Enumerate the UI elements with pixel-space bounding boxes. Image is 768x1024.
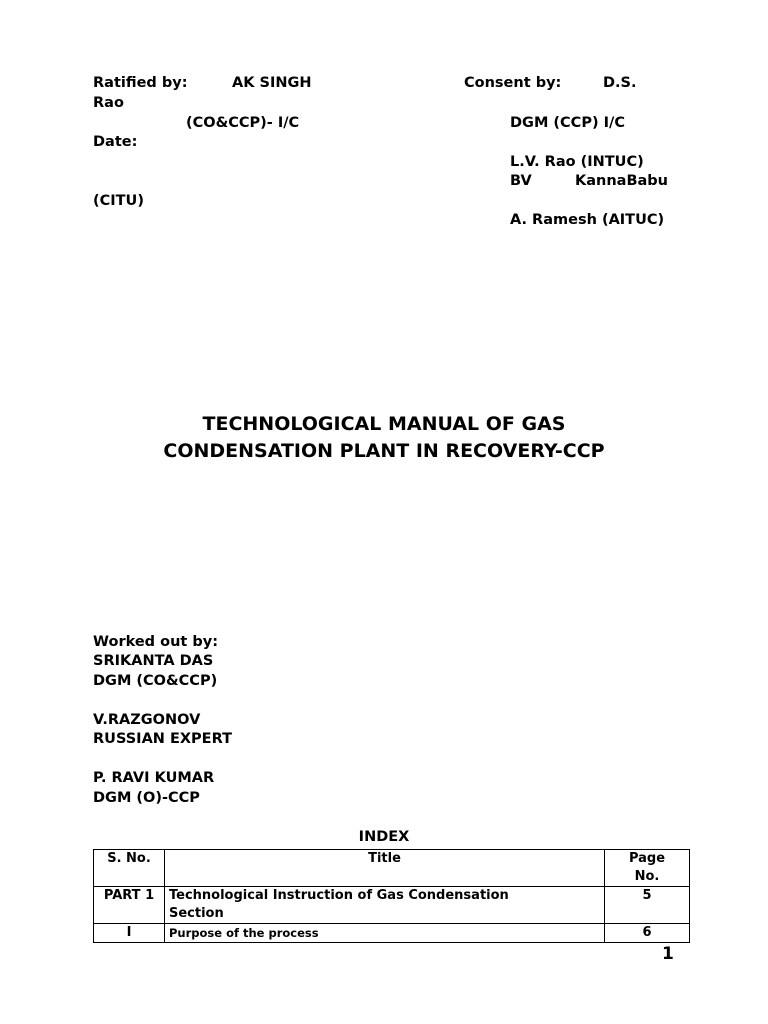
author-name-1: SRIKANTA DAS — [93, 653, 214, 669]
author-name-2: V.RAZGONOV — [93, 712, 201, 728]
header-title: Title — [165, 850, 605, 887]
union-citu-prefix: BV — [510, 173, 532, 189]
row-page: 5 — [605, 887, 690, 924]
row-title — [165, 887, 605, 924]
ratified-label: Ratified by: — [93, 75, 188, 91]
ratified-name: AK SINGH — [232, 75, 312, 91]
row-sno: PART 1 — [94, 887, 165, 924]
union-aituc: A. Ramesh (AITUC) — [510, 212, 665, 228]
header-page-line-2: No. — [634, 869, 660, 884]
union-citu-name: KannaBabu — [575, 173, 668, 189]
row-sno: I — [94, 924, 165, 943]
consent-label: Consent by: — [464, 75, 562, 91]
document-title-line-1: TECHNOLOGICAL MANUAL OF GAS — [202, 413, 566, 435]
consent-designation: DGM (CCP) I/C — [510, 115, 625, 131]
author-designation-3: DGM (O)-CCP — [93, 790, 200, 806]
table-row — [94, 887, 690, 924]
table-row — [94, 924, 690, 943]
index-heading: INDEX — [358, 829, 410, 845]
row-title: Purpose of the process — [165, 924, 605, 943]
author-designation-2: RUSSIAN EXPERT — [93, 731, 232, 747]
union-citu-wrap: (CITU) — [93, 193, 144, 209]
row-page: 6 — [605, 924, 690, 943]
index-table — [93, 849, 690, 943]
row-title-line-2: Section — [169, 906, 224, 921]
ratified-designation: (CO&CCP)- I/C — [186, 115, 300, 131]
author-designation-1: DGM (CO&CCP) — [93, 673, 218, 689]
author-name-3: P. RAVI KUMAR — [93, 770, 215, 786]
row-title-line-1: Technological Instruction of Gas Condensation — [169, 888, 509, 903]
consent-name: D.S. — [603, 75, 637, 91]
header-sno: S. No. — [94, 850, 165, 887]
header-page-line-1: Page — [628, 851, 666, 866]
date-label: Date: — [93, 134, 138, 150]
union-intuc: L.V. Rao (INTUC) — [510, 154, 644, 170]
document-title-line-2: CONDENSATION PLANT IN RECOVERY-CCP — [163, 440, 605, 462]
worked-out-label: Worked out by: — [93, 634, 218, 650]
page-number: 1 — [662, 944, 674, 964]
ratified-name-wrap: Rao — [93, 95, 124, 111]
index-header-row — [94, 850, 690, 887]
header-page — [605, 850, 690, 887]
